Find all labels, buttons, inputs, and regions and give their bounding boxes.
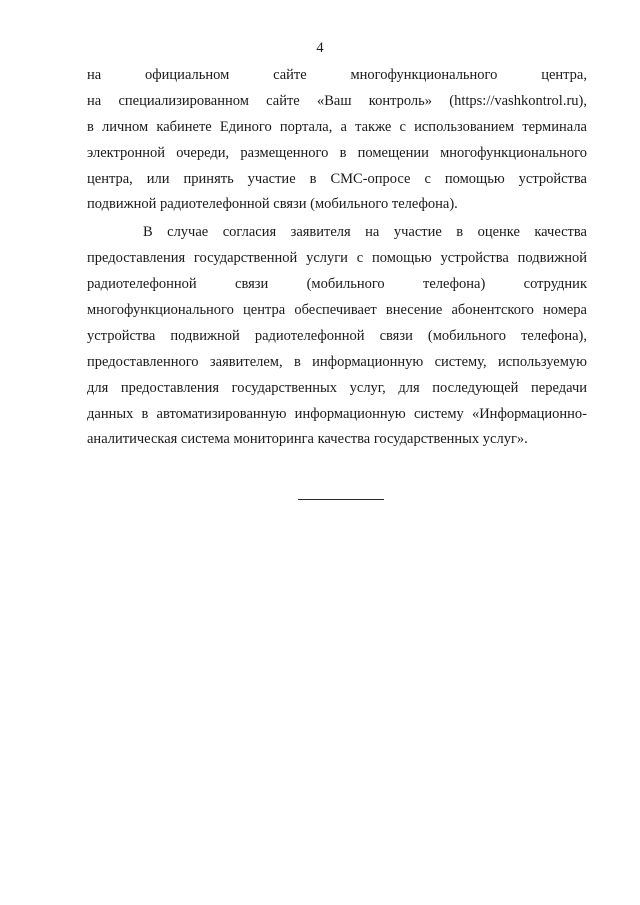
text-line: аналитическая система мониторинга качества государственных услуг». (87, 431, 528, 448)
text-line: для предоставления государственных услуг, для последующей передачи (87, 379, 587, 396)
text-line: устройства подвижной радиотелефонной связи (мобильного телефона), (87, 327, 587, 344)
text-line: в личном кабинете Единого портала, а также с использованием терминала (87, 118, 587, 135)
text-line: электронной очереди, размещенного в помещении многофункционального (87, 144, 587, 161)
text-line: В случае согласия заявителя на участие в оценке качества (143, 224, 587, 241)
text-line: многофункционального центра обеспечивает внесение абонентского номера (87, 302, 587, 319)
text-line: центра, или принять участие в СМС-опросе с помощью устройства (87, 170, 587, 187)
page-number: 4 (316, 40, 324, 56)
paragraph-2 (87, 220, 587, 453)
text-line: на официальном сайте многофункционального центра, (87, 67, 587, 83)
text-line: предоставленного заявителем, в информационную систему, используемую (87, 353, 587, 370)
text-line: на специализированном сайте «Ваш контроль» (https://vashkontrol.ru), (87, 92, 587, 109)
text-line: предоставления государственной услуги с помощью устройства подвижной (87, 250, 587, 267)
text-line: данных в автоматизированную информационную систему «Информационно- (87, 405, 587, 422)
body-text (87, 63, 587, 453)
end-separator-line (298, 499, 384, 500)
text-line: подвижной радиотелефонной связи (мобильного телефона). (87, 196, 458, 213)
paragraph-1 (87, 63, 587, 218)
text-line: радиотелефонной связи (мобильного телефона) сотрудник (87, 276, 587, 293)
